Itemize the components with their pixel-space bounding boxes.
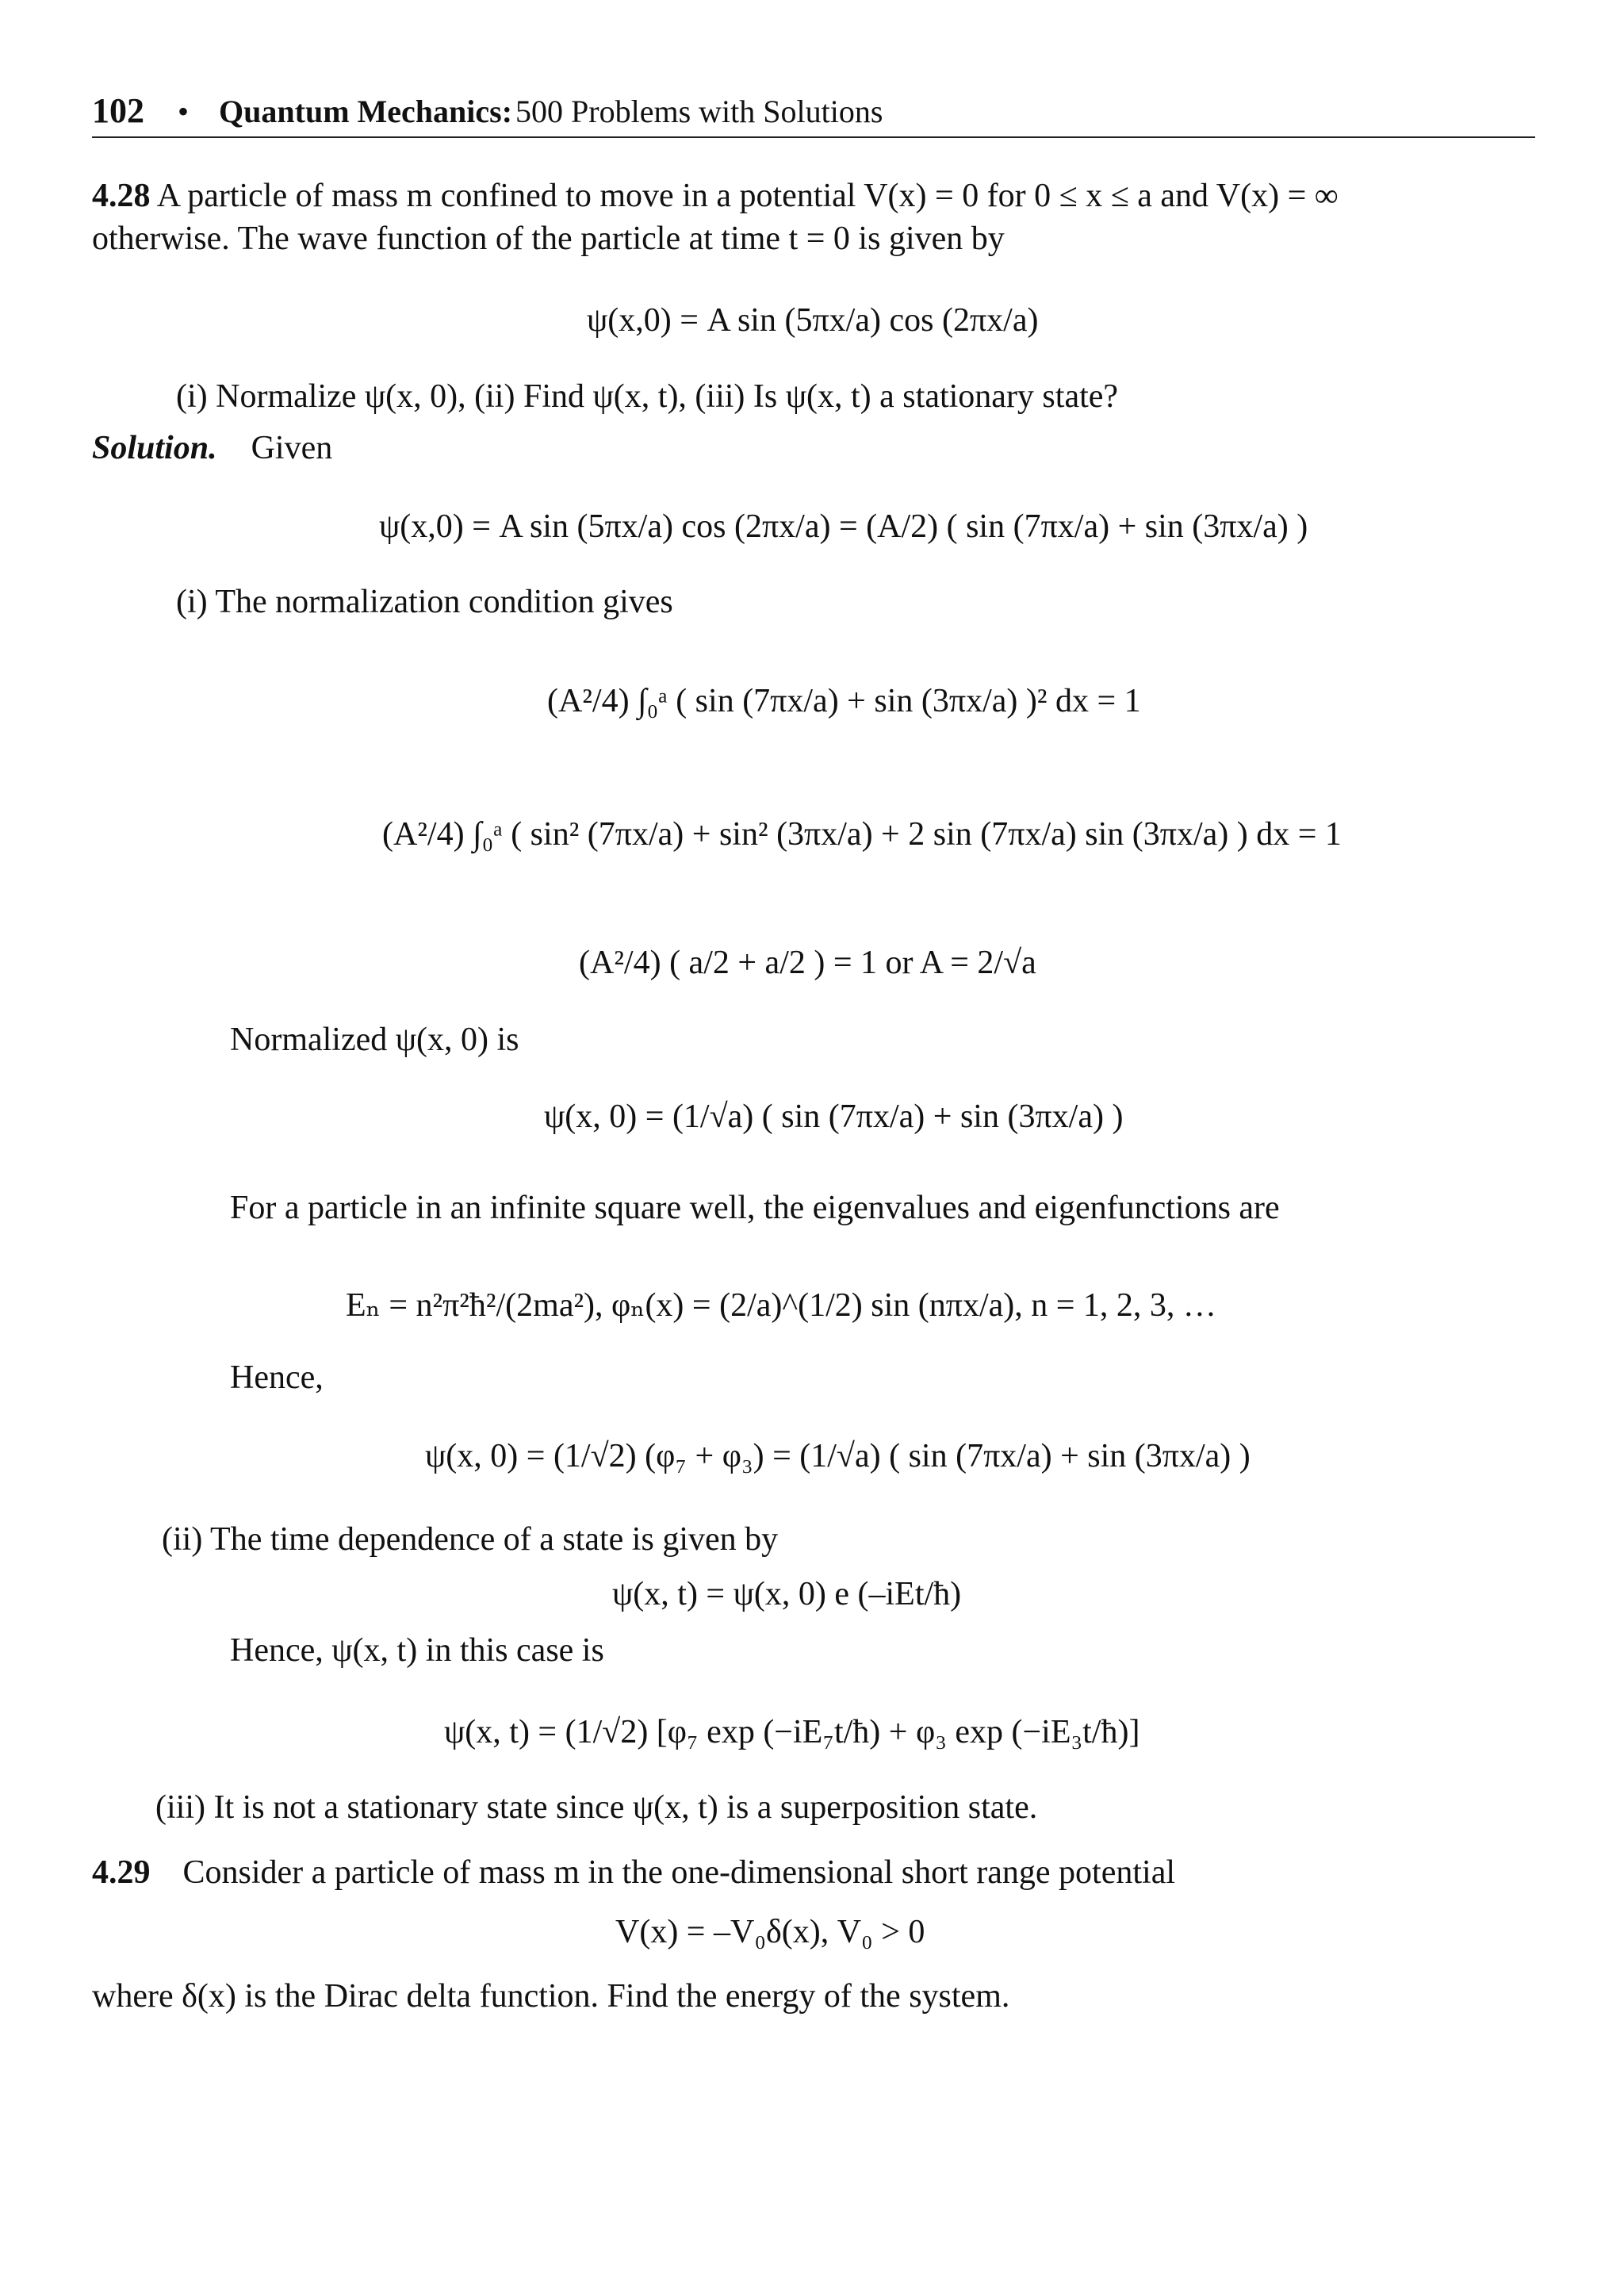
given-wavefunction-equation: ψ(x,0) = A sin (5πx/a) cos (2πx/a) xyxy=(587,302,1039,339)
solution-heading xyxy=(92,428,332,468)
equation-given-expanded: ψ(x,0) = A sin (5πx/a) cos (2πx/a) = (A/2) ( sin (7πx/a) + sin (3πx/a) ) xyxy=(379,508,1308,545)
problem-4-29-closing: where δ(x) is the Dirac delta function. Find the energy of the system. xyxy=(92,1978,1010,2015)
book-subtitle: 500 Problems with Solutions xyxy=(515,94,883,129)
equation-eigenvalues-eigenfunctions: Eₙ = n²π²ħ²/(2ma²), φₙ(x) = (2/a)^(1/2) sin (nπx/a), n = 1, 2, 3, … xyxy=(346,1287,1216,1324)
part-i-intro: (i) The normalization condition gives xyxy=(176,584,673,620)
problem-number-4-29: 4.29 xyxy=(92,1854,151,1891)
problem-4-28-tasks: (i) Normalize ψ(x, 0), (ii) Find ψ(x, t), (iii) Is ψ(x, t) a stationary state? xyxy=(176,378,1119,415)
part-ii-intro: (ii) The time dependence of a state is given by xyxy=(162,1521,779,1558)
running-header xyxy=(92,90,883,131)
normalized-label: Normalized ψ(x, 0) is xyxy=(230,1022,519,1058)
hence-label-2: Hence, ψ(x, t) in this case is xyxy=(230,1632,604,1669)
equation-psi-x-t: ψ(x, t) = (1/√2) [φ₇ exp (−iE₇t/ħ) + φ₃ exp (−iE₃t/ħ)] xyxy=(444,1714,1140,1750)
equation-normalization-2: (A²/4) ∫₀ᵃ ( sin² (7πx/a) + sin² (3πx/a) + 2 sin (7πx/a) sin (3πx/a) ) dx = 1 xyxy=(382,816,1342,853)
problem-4-29-statement: Consider a particle of mass m in the one-dimensional short range potential xyxy=(182,1854,1176,1891)
solution-given: Given xyxy=(251,430,333,466)
equation-normalization-3: (A²/4) ( a/2 + a/2 ) = 1 or A = 2/√a xyxy=(579,945,1036,981)
header-rule xyxy=(92,136,1535,138)
problem-number-4-28: 4.28 xyxy=(92,178,151,214)
equation-time-dependence: ψ(x, t) = ψ(x, 0) e (–iEt/ħ) xyxy=(612,1576,962,1612)
page-number: 102 xyxy=(92,91,144,130)
part-iii-text: (iii) It is not a stationary state since ψ(x, t) is a superposition state. xyxy=(155,1789,1038,1826)
problem-4-29-line xyxy=(92,1853,1175,1892)
problem-4-28-line1 xyxy=(92,176,1535,216)
header-bullet: • xyxy=(178,94,190,129)
equation-normalization-1: (A²/4) ∫₀ᵃ ( sin (7πx/a) + sin (3πx/a) )² dx = 1 xyxy=(547,683,1141,719)
problem-4-28-statement-line1: A particle of mass m confined to move in a potential V(x) = 0 for 0 ≤ x ≤ a and V(x) = ∞ xyxy=(156,178,1339,214)
book-title: Quantum Mechanics: xyxy=(219,94,513,129)
equation-normalized-wavefunction: ψ(x, 0) = (1/√a) ( sin (7πx/a) + sin (3πx/a) ) xyxy=(544,1098,1124,1135)
solution-label: Solution. xyxy=(92,430,217,466)
infinite-well-text: For a particle in an infinite square well, the eigenvalues and eigenfunctions are xyxy=(230,1190,1280,1226)
hence-label-1: Hence, xyxy=(230,1359,324,1396)
equation-superposition: ψ(x, 0) = (1/√2) (φ₇ + φ₃) = (1/√a) ( sin (7πx/a) + sin (3πx/a) ) xyxy=(425,1438,1251,1474)
problem-4-28-line2: otherwise. The wave function of the particle at time t = 0 is given by xyxy=(92,220,1005,257)
equation-delta-potential: V(x) = –V₀δ(x), V₀ > 0 xyxy=(615,1914,925,1950)
